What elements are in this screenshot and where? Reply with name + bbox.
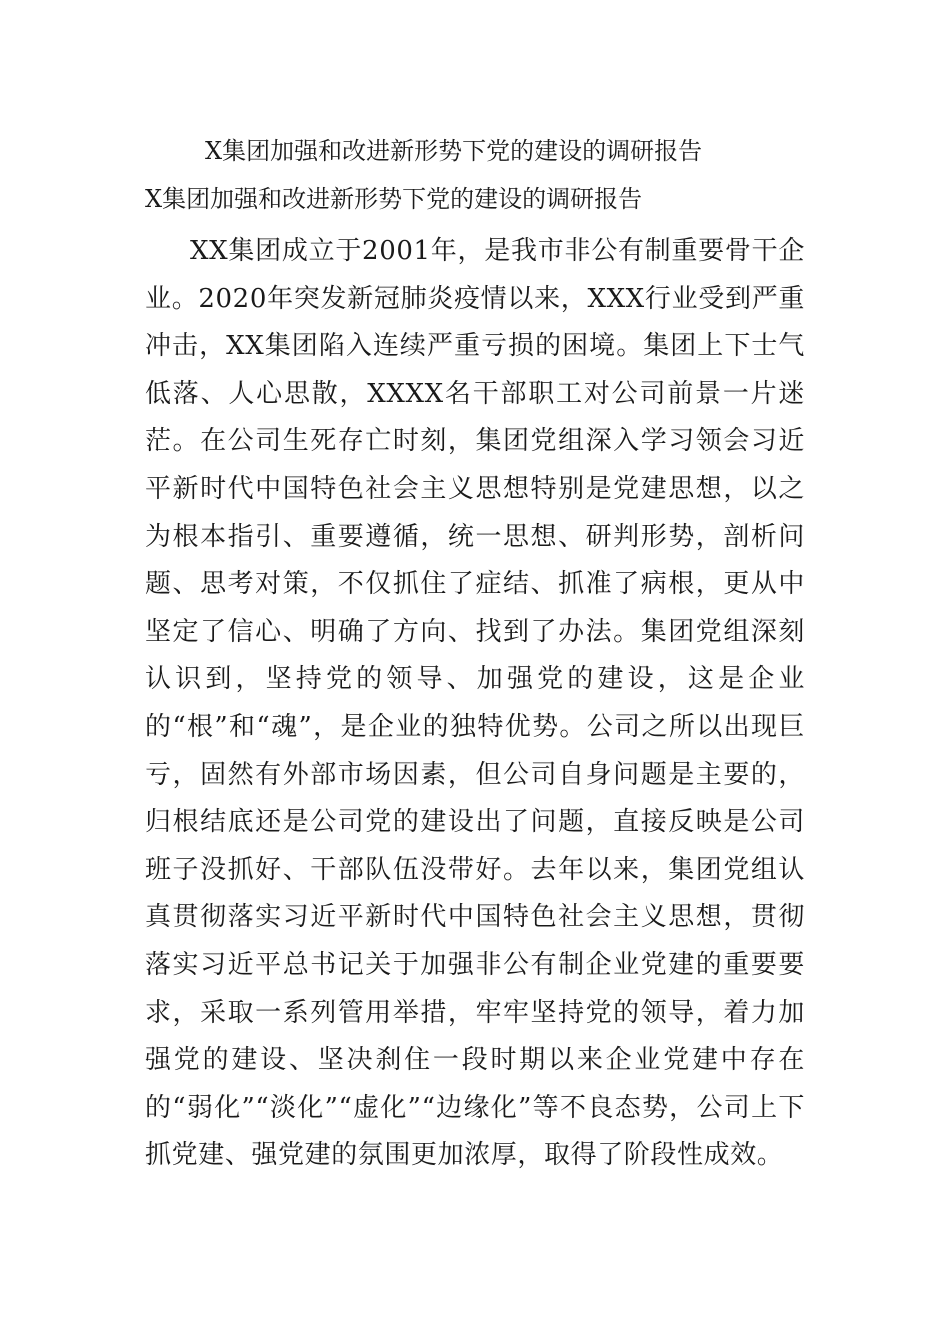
- document-subtitle: X集团加强和改进新形势下党的建设的调研报告: [145, 185, 643, 213]
- body-paragraph: XX集团成立于2001年，是我市非公有制重要骨干企业。2020年突发新冠肺炎疫情以来，XXX行业受到严重冲击，XX集团陷入连续严重亏损的困境。集团上下士气低落、人心思散，XXXX名干部职工对公司前景一片迷茫。在公司生死存亡时刻，集团党组深入学习领会习近平新时代中国特色社会主义思想特别是党建思想，以之为根本指引、重要遵循，统一思想、研判形势，剖析问题、思考对策，不仅抓住了症结、抓准了病根，更从中坚定了信心、明确了方向、找到了办法。集团党组深刻认识到，坚持党的领导、加强党的建设，这是企业的“根”和“魂”，是企业的独特优势。公司之所以出现巨亏，固然有外部市场因素，但公司自身问题是主要的，归根结底还是公司党的建设出了问题，直接反映是公司班子没抓好、干部队伍没带好。去年以来，集团党组认真贯彻落实习近平新时代中国特色社会主义思想，贯彻落实习近平总书记关于加强非公有制企业党建的重要要求，采取一系列管用举措，牢牢坚持党的领导，着力加强党的建设、坚决刹住一段时期以来企业党建中存在的“弱化”“淡化”“虚化”“边缘化”等不良态势，公司上下抓党建、强党建的氛围更加浓厚，取得了阶段性成效。: [145, 236, 805, 1171]
- document-title: X集团加强和改进新形势下党的建设的调研报告: [205, 137, 703, 165]
